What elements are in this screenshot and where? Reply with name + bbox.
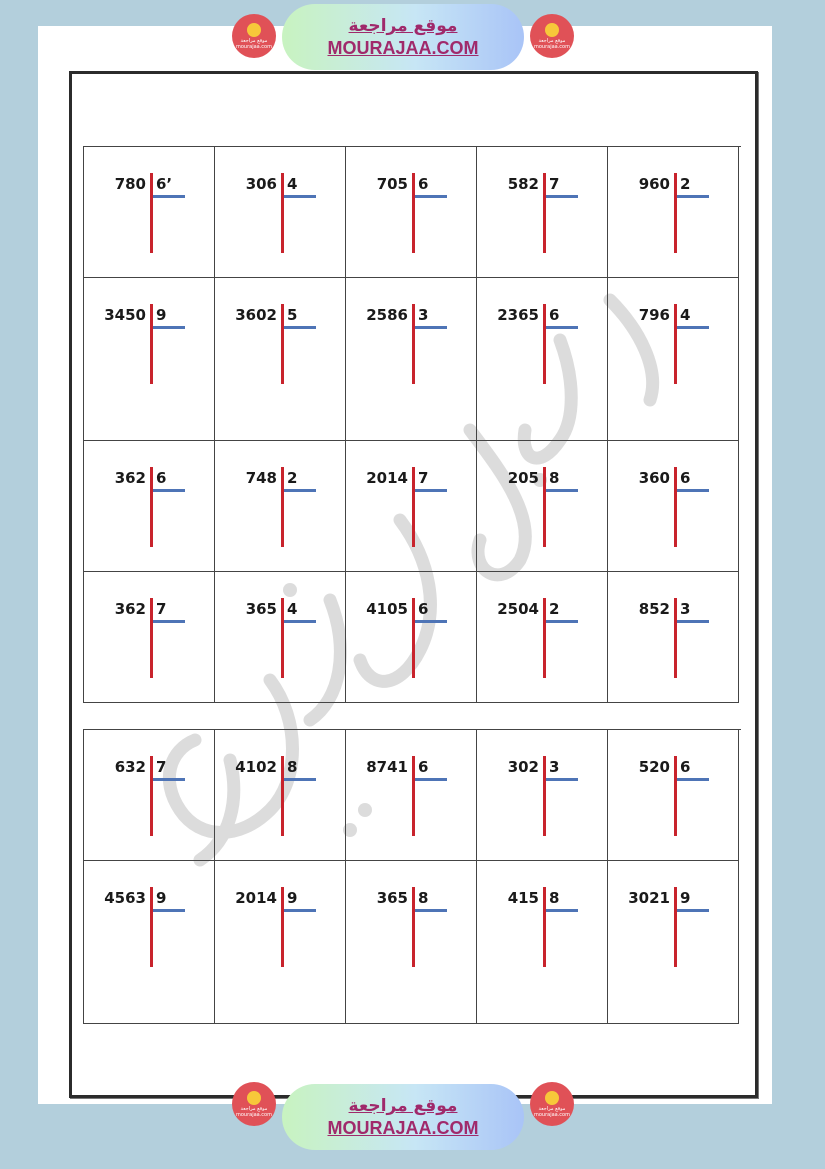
division-cell [608,861,739,1024]
divisor-number: 9 [156,306,167,324]
logo-caption: موقع مراجعة mourajaa.com [235,1105,272,1118]
division-bar-vertical [412,467,415,547]
divisor-number: 8 [549,889,560,907]
division-cell [477,572,608,703]
division-cell [215,572,346,703]
dividend-number: 3602 [235,306,277,324]
divisor-number: 2 [287,469,298,487]
division-bar-vertical [281,467,284,547]
quotient-bar-horizontal [153,778,185,781]
divisor-number: 3 [680,600,691,618]
divisor-number: 6’ [156,175,173,193]
division-cell [477,147,608,278]
quotient-bar-horizontal [284,778,316,781]
quotient-bar-horizontal [546,489,578,492]
division-cell [346,278,477,441]
quotient-bar-horizontal [546,778,578,781]
division-cell [608,278,739,441]
divisor-number: 7 [418,469,429,487]
dividend-number: 852 [638,600,670,618]
division-cell [84,861,215,1024]
division-bar-vertical [674,173,677,253]
divisor-number: 8 [418,889,429,907]
divisor-number: 6 [418,175,429,193]
divisor-number: 7 [156,600,167,618]
division-bar-vertical [281,304,284,384]
table-row [84,572,741,703]
division-cell [346,572,477,703]
division-cell [84,572,215,703]
quotient-bar-horizontal [677,326,709,329]
dividend-number: 3021 [628,889,670,907]
quotient-bar-horizontal [677,909,709,912]
dividend-number: 748 [245,469,277,487]
divisor-number: 5 [287,306,298,324]
divisor-number: 7 [549,175,560,193]
banner-arabic-title: موقع مراجعة [348,1096,458,1116]
division-bar-vertical [543,598,546,678]
division-cell [608,441,739,572]
dividend-number: 8741 [366,758,408,776]
logo-caption: موقع مراجعة mourajaa.com [533,37,570,50]
dividend-number: 4563 [104,889,146,907]
division-cell [477,861,608,1024]
dividend-number: 582 [507,175,539,193]
divisor-number: 2 [680,175,691,193]
table-row [84,441,741,572]
dividend-number: 306 [245,175,277,193]
division-bar-vertical [543,756,546,836]
division-cell [608,730,739,861]
quotient-bar-horizontal [677,195,709,198]
quotient-bar-horizontal [415,909,447,912]
division-bar-vertical [543,467,546,547]
divisor-number: 4 [680,306,691,324]
division-cell [84,730,215,861]
division-bar-vertical [543,173,546,253]
quotient-bar-horizontal [415,326,447,329]
division-cell [215,278,346,441]
logo-caption: موقع مراجعة mourajaa.com [235,37,272,50]
division-bar-vertical [150,304,153,384]
dividend-number: 2014 [366,469,408,487]
division-bar-vertical [674,887,677,967]
division-cell [84,278,215,441]
division-bar-vertical [543,887,546,967]
dividend-number: 362 [114,469,146,487]
division-cell [477,441,608,572]
banner-arabic-title: موقع مراجعة [348,16,458,36]
dividend-number: 365 [245,600,277,618]
divisor-number: 6 [680,469,691,487]
division-cell [346,441,477,572]
dividend-number: 780 [114,175,146,193]
site-logo-right-bottom[interactable] [530,1082,574,1126]
dividend-number: 205 [507,469,539,487]
site-banner-bottom[interactable] [282,1084,524,1150]
dividend-number: 2504 [497,600,539,618]
division-cell [346,147,477,278]
division-cell [84,147,215,278]
divisor-number: 4 [287,600,298,618]
quotient-bar-horizontal [284,489,316,492]
table-row [84,278,741,441]
quotient-bar-horizontal [153,195,185,198]
division-cell [215,730,346,861]
site-logo-left-bottom[interactable] [232,1082,276,1126]
divisor-number: 6 [549,306,560,324]
quotient-bar-horizontal [546,909,578,912]
division-bar-vertical [674,467,677,547]
dividend-number: 796 [638,306,670,324]
division-bar-vertical [150,467,153,547]
quotient-bar-horizontal [677,489,709,492]
division-cell [215,861,346,1024]
division-bar-vertical [543,304,546,384]
quotient-bar-horizontal [677,778,709,781]
division-bar-vertical [150,756,153,836]
division-bar-vertical [412,887,415,967]
division-table-1 [83,146,741,703]
divisor-number: 2 [549,600,560,618]
divisor-number: 6 [156,469,167,487]
quotient-bar-horizontal [284,620,316,623]
divisor-number: 6 [680,758,691,776]
quotient-bar-horizontal [153,909,185,912]
dividend-number: 4105 [366,600,408,618]
division-cell [215,147,346,278]
quotient-bar-horizontal [546,620,578,623]
quotient-bar-horizontal [153,620,185,623]
division-cell [608,572,739,703]
divisor-number: 9 [156,889,167,907]
logo-badge-icon [545,1091,559,1105]
division-bar-vertical [412,173,415,253]
divisor-number: 3 [418,306,429,324]
division-bar-vertical [412,756,415,836]
division-table-2 [83,729,741,1024]
quotient-bar-horizontal [546,195,578,198]
banner-site-url[interactable]: MOURAJAA.COM [327,38,479,58]
dividend-number: 302 [507,758,539,776]
division-bar-vertical [281,756,284,836]
division-bar-vertical [674,304,677,384]
quotient-bar-horizontal [546,326,578,329]
logo-caption: موقع مراجعة mourajaa.com [533,1105,570,1118]
dividend-number: 3450 [104,306,146,324]
division-bar-vertical [281,598,284,678]
banner-site-url[interactable]: MOURAJAA.COM [327,1118,479,1138]
quotient-bar-horizontal [677,620,709,623]
dividend-number: 632 [114,758,146,776]
division-cell [477,730,608,861]
dividend-number: 362 [114,600,146,618]
quotient-bar-horizontal [415,489,447,492]
division-cell [608,147,739,278]
division-bar-vertical [674,598,677,678]
divisor-number: 7 [156,758,167,776]
table-row [84,730,741,861]
divisor-number: 9 [680,889,691,907]
table-row [84,861,741,1024]
dividend-number: 520 [638,758,670,776]
dividend-number: 2365 [497,306,539,324]
divisor-number: 8 [549,469,560,487]
quotient-bar-horizontal [415,778,447,781]
divisor-number: 9 [287,889,298,907]
quotient-bar-horizontal [415,620,447,623]
division-cell [346,730,477,861]
quotient-bar-horizontal [284,195,316,198]
table-row [84,147,741,278]
divisor-number: 8 [287,758,298,776]
dividend-number: 2014 [235,889,277,907]
divisor-number: 6 [418,600,429,618]
dividend-number: 360 [638,469,670,487]
division-cell [346,861,477,1024]
logo-badge-icon [247,1091,261,1105]
division-cell [84,441,215,572]
division-cell [215,441,346,572]
dividend-number: 365 [376,889,408,907]
dividend-number: 960 [638,175,670,193]
dividend-number: 2586 [366,306,408,324]
quotient-bar-horizontal [284,326,316,329]
division-bar-vertical [281,887,284,967]
divisor-number: 6 [418,758,429,776]
division-bar-vertical [412,598,415,678]
quotient-bar-horizontal [153,326,185,329]
dividend-number: 415 [507,889,539,907]
quotient-bar-horizontal [284,909,316,912]
division-bar-vertical [150,598,153,678]
quotient-bar-horizontal [415,195,447,198]
division-bar-vertical [150,887,153,967]
division-cell [477,278,608,441]
quotient-bar-horizontal [153,489,185,492]
division-bar-vertical [150,173,153,253]
division-bar-vertical [412,304,415,384]
divisor-number: 3 [549,758,560,776]
dividend-number: 705 [376,175,408,193]
division-bar-vertical [674,756,677,836]
dividend-number: 4102 [235,758,277,776]
division-bar-vertical [281,173,284,253]
divisor-number: 4 [287,175,298,193]
